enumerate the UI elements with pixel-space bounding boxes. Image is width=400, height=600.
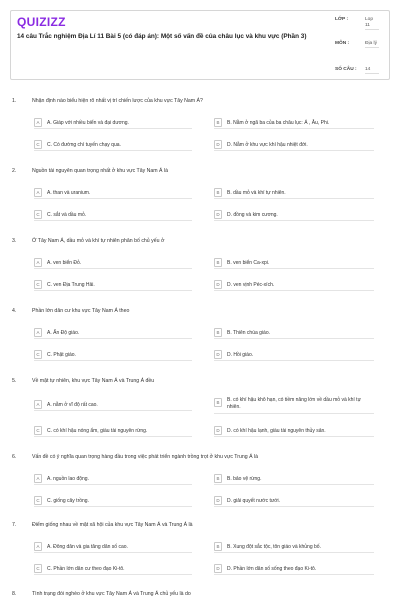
- option-d[interactable]: [214, 209, 374, 221]
- class-row: [335, 17, 379, 30]
- option-letter-box: C: [34, 426, 42, 435]
- option-letter-box: C: [34, 210, 42, 219]
- option-c[interactable]: [34, 563, 192, 575]
- option-c[interactable]: [34, 425, 192, 437]
- option-letter-box: D: [214, 496, 222, 505]
- option-c[interactable]: [34, 279, 192, 291]
- option-letter-box: A: [34, 328, 42, 337]
- option-letter-box: A: [34, 188, 42, 197]
- option-b[interactable]: [214, 473, 374, 485]
- option-letter-box: C: [34, 140, 42, 149]
- option-d[interactable]: [214, 563, 374, 575]
- option-a[interactable]: [34, 399, 192, 411]
- question-number: 8.: [12, 591, 17, 597]
- option-b[interactable]: [214, 541, 374, 553]
- option-a[interactable]: [34, 257, 192, 269]
- option-letter-box: C: [34, 564, 42, 573]
- question-text: Điểm giống nhau về mặt xã hội của khu vực Tây Nam Á và Trung Á là: [32, 522, 193, 528]
- option-text: A. nguồn lao động.: [47, 475, 89, 482]
- question-text: Nguồn tài nguyên quan trọng nhất ở khu vực Tây Nam Á là: [32, 168, 168, 174]
- option-text: A. Ấn Độ giáo.: [47, 329, 80, 336]
- option-c[interactable]: [34, 495, 192, 507]
- question-number: 5.: [12, 378, 17, 384]
- option-text: D. có khí hậu lạnh, giàu tài nguyên thủy sản.: [227, 427, 326, 434]
- option-text: B. có khí hậu khô hạn, có tiềm năng lớn về dầu mỏ và khí tự nhiên.: [227, 397, 361, 410]
- option-text: C. ven Địa Trung Hải.: [47, 281, 95, 288]
- question-number: 3.: [12, 238, 17, 244]
- option-text: D. Phần lớn dân số sống theo đạo Ki-tô.: [227, 565, 317, 572]
- count-row: [335, 67, 379, 74]
- subject-row: [335, 41, 379, 48]
- option-text: A. nằm ở vĩ độ rất cao.: [47, 401, 98, 408]
- option-letter-box: D: [214, 140, 222, 149]
- option-d[interactable]: [214, 139, 374, 151]
- quizizz-logo: QUIZIZZ: [17, 15, 66, 29]
- option-letter-box: C: [34, 350, 42, 359]
- worksheet-title: 14 câu Trắc nghiệm Địa Lí 11 Bài 5 (có đáp án): Một số vấn đề của châu lục và khu vực (Phần 3): [17, 33, 307, 40]
- subject-value: Địa lý: [365, 41, 377, 46]
- option-text: C. Phần lớn dân cư theo đạo Ki-tô.: [47, 565, 125, 572]
- option-d[interactable]: [214, 495, 374, 507]
- option-d[interactable]: [214, 425, 374, 437]
- option-letter-box: A: [34, 542, 42, 551]
- option-letter-box: D: [214, 426, 222, 435]
- option-letter-box: B: [214, 188, 222, 197]
- question-text: Về mặt tự nhiên, khu vực Tây Nam Á và Trung Á đều: [32, 378, 155, 384]
- option-c[interactable]: [34, 139, 192, 151]
- option-text: A. Đông dân và gia tăng dân số cao.: [47, 543, 128, 550]
- option-text: C. có khí hậu nóng ẩm, giàu tài nguyên rừng.: [47, 427, 148, 434]
- question-text: Tình trạng đói nghèo ở khu vực Tây Nam Á và Trung Á chủ yếu là do: [32, 591, 191, 597]
- option-b[interactable]: [214, 327, 374, 339]
- option-b[interactable]: [214, 117, 374, 129]
- option-letter-box: A: [34, 118, 42, 127]
- question-text: Ở Tây Nam Á, dầu mỏ và khí tự nhiên phân bố chủ yếu ở: [32, 238, 165, 244]
- option-b[interactable]: [214, 187, 374, 199]
- option-text: B. dầu mỏ và khí tự nhiên.: [227, 189, 286, 196]
- option-b[interactable]: [214, 257, 374, 269]
- option-letter-box: D: [214, 350, 222, 359]
- class-label: LỚP :: [335, 17, 349, 22]
- option-a[interactable]: [34, 187, 192, 199]
- subject-label: MÔN :: [335, 41, 350, 46]
- option-text: B. Nằm ở ngã ba của ba châu lục: Á , Âu, Phi.: [227, 119, 330, 126]
- option-c[interactable]: [34, 349, 192, 361]
- option-a[interactable]: [34, 541, 192, 553]
- option-text: B. Xung đột sắc tộc, tôn giáo và khủng bố.: [227, 543, 321, 550]
- option-text: A. than và uranium.: [47, 189, 91, 196]
- option-text: C. sắt và dầu mỏ.: [47, 211, 87, 218]
- option-text: C. Có đường chí tuyến chạy qua.: [47, 141, 121, 148]
- option-letter-box: D: [214, 210, 222, 219]
- option-a[interactable]: [34, 473, 192, 485]
- question-text: Nhận định nào biểu hiện rõ nhất vị trí chiến lược của khu vực Tây Nam Á?: [32, 98, 203, 104]
- option-letter-box: B: [214, 118, 222, 127]
- count-value: 14: [365, 67, 379, 74]
- option-text: B. ven biển Ca-xpi.: [227, 259, 270, 266]
- worksheet-header: [10, 10, 390, 80]
- class-value: Lop 11: [365, 17, 379, 30]
- option-letter-box: C: [34, 496, 42, 505]
- question-number: 1.: [12, 98, 17, 104]
- option-text: C. giống cây trồng.: [47, 497, 89, 504]
- option-letter-box: C: [34, 280, 42, 289]
- option-text: D. ven vịnh Péc-xích.: [227, 281, 275, 288]
- option-letter-box: B: [214, 474, 222, 483]
- option-text: C. Phật giáo.: [47, 351, 76, 358]
- option-text: B. Thiên chúa giáo.: [227, 329, 270, 336]
- option-c[interactable]: [34, 209, 192, 221]
- option-text: A. Giáp với nhiều biển và đại dương.: [47, 119, 129, 126]
- option-a[interactable]: [34, 117, 192, 129]
- option-letter-box: A: [34, 258, 42, 267]
- option-a[interactable]: [34, 327, 192, 339]
- option-text: A. ven biển Đỏ.: [47, 259, 82, 266]
- count-label: SỐ CÂU :: [335, 67, 357, 72]
- option-letter-box: B: [214, 258, 222, 267]
- option-d[interactable]: [214, 279, 374, 291]
- option-text: D. Hồi giáo.: [227, 351, 254, 358]
- option-letter-box: A: [34, 474, 42, 483]
- question-number: 2.: [12, 168, 17, 174]
- option-letter-box: D: [214, 564, 222, 573]
- option-text: D. đồng và kim cương.: [227, 211, 278, 218]
- option-letter-box: B: [214, 542, 222, 551]
- question-text: Phần lớn dân cư khu vực Tây Nam Á theo: [32, 308, 130, 314]
- question-number: 7.: [12, 522, 17, 528]
- option-text: D. Nằm ở khu vực khí hậu nhiệt đới.: [227, 141, 308, 148]
- question-number: 6.: [12, 454, 17, 460]
- option-letter-box: B: [214, 398, 222, 407]
- option-text: D. giải quyết nước tưới.: [227, 497, 280, 504]
- option-letter-box: B: [214, 328, 222, 337]
- option-letter-box: D: [214, 280, 222, 289]
- option-d[interactable]: [214, 349, 374, 361]
- question-text: Vấn đề có ý nghĩa quan trọng hàng đầu trong việc phát triển ngành trồng trọt ở khu vực Trung Á là: [32, 454, 259, 460]
- option-letter-box: A: [34, 400, 42, 409]
- question-number: 4.: [12, 308, 17, 314]
- option-text: B. bảo vệ rừng.: [227, 475, 262, 482]
- option-b[interactable]: [214, 396, 374, 414]
